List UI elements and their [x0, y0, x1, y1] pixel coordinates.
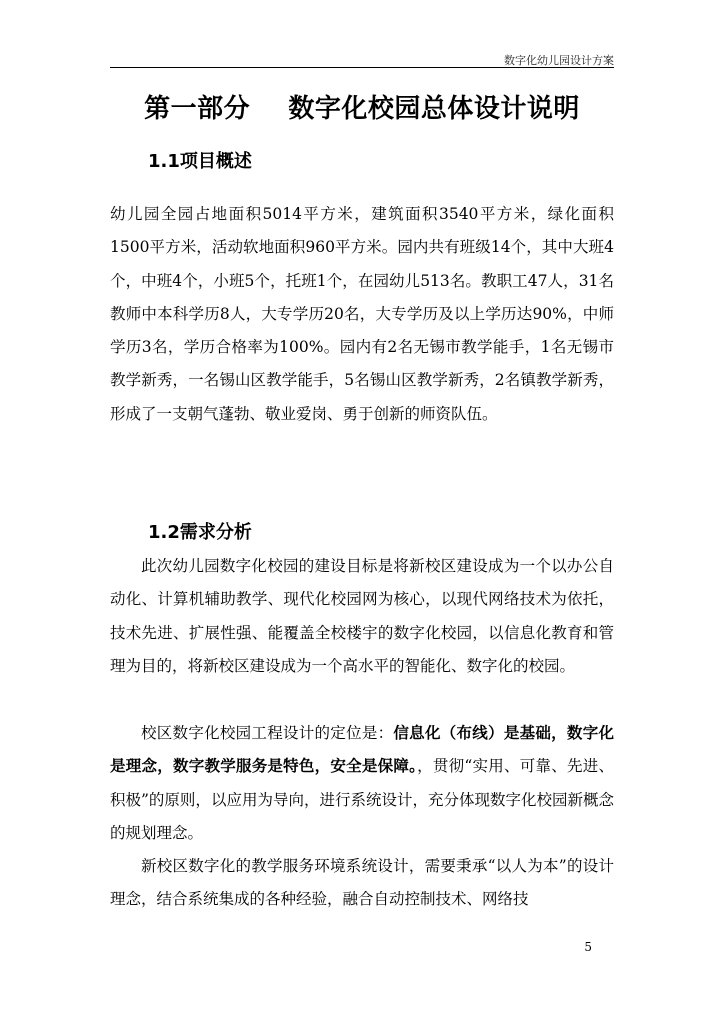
- section-heading-requirements: 1.2需求分析: [148, 522, 252, 543]
- positioning-emphasis: 信息化（布线）是基础，数字化是理念，数字教学服务是特色，安全是保障。: [110, 724, 614, 776]
- positioning-intro: 校区数字化校园工程设计的定位是：: [141, 724, 394, 742]
- section-heading-overview: 1.1项目概述: [148, 151, 252, 172]
- paragraph-goal: 此次幼儿园数字化校园的建设目标是将新校区建设成为一个以办公自动化、计算机辅助教学、现代化校园网为核心，以现代网络技术为依托，技术先进、扩展性强、能覆盖全校楼宇的数字化校园，以信息化教育和管理为目的，将新校区建设成为一个高水平的智能化、数字化的校园。: [110, 557, 614, 675]
- header-title: 数字化幼儿园设计方案: [504, 54, 614, 67]
- positioning-rest: ，贯彻“实用、可靠、先进、积极”的原则，以应用为导向，进行系统设计，充分体现数字化校园新概念的规划理念。: [110, 757, 614, 842]
- paragraph-overview: 幼儿园全园占地面积5014平方米，建筑面积3540平方米，绿化面积1500平方米，活动软地面积960平方米。园内共有班级14个，其中大班4个，中班4个，小班5个，托班1个，在园幼儿513名。教职工47人，31名教师中本科学历8人，大专学历20名，大专学历及以上学历达90%，中师学历3名，学历合格率为100%。园内有2名无锡市教学能手，1名无锡市教学新秀，一名锡山区教学能手，5名锡山区教学新秀，2名镇教学新秀，形成了一支朝气蓬勃、敬业爱岗、勇于创新的师资队伍。: [110, 205, 614, 423]
- paragraph-service-environment: 新校区数字化的教学服务环境系统设计，需要秉承“以人为本”的设计理念，结合系统集成的各种经验，融合自动控制技术、网络技: [110, 857, 614, 909]
- header-divider: [110, 67, 614, 68]
- page-number: 5: [584, 940, 592, 954]
- paragraph-positioning: [110, 717, 614, 850]
- page-title: 第一部分 数字化校园总体设计说明: [144, 94, 580, 124]
